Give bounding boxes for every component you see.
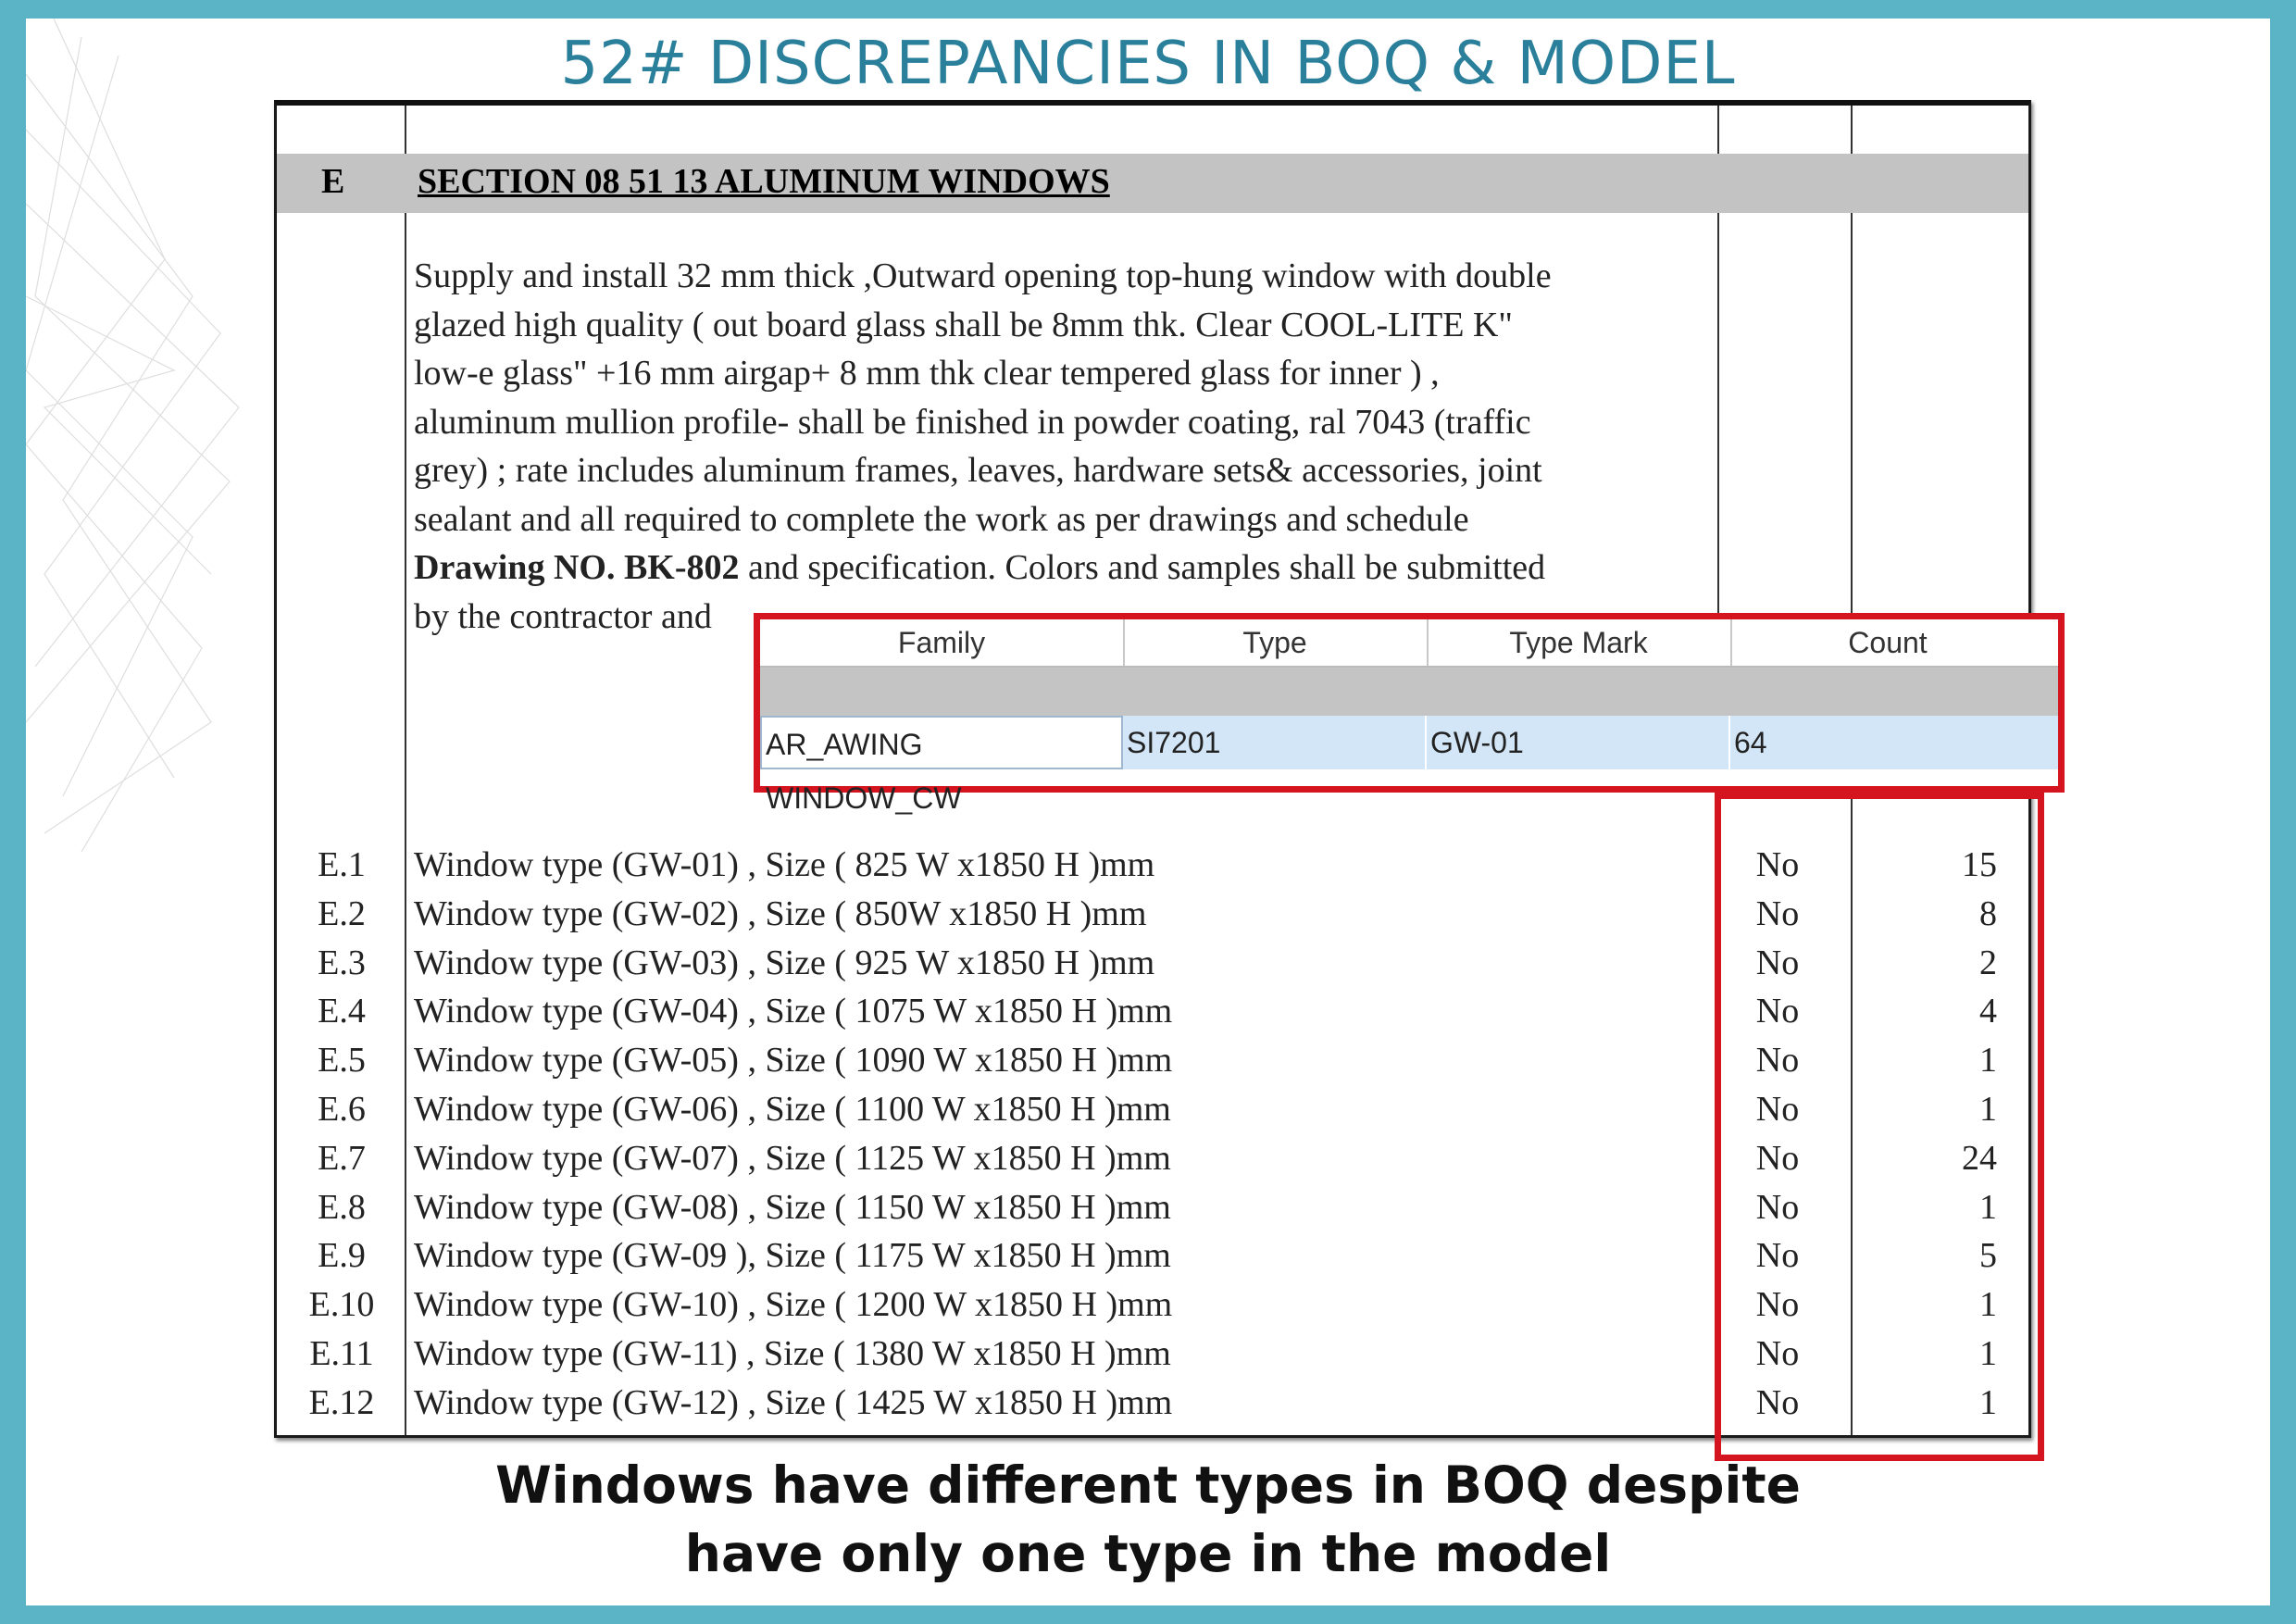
description-line: Supply and install 32 mm thick ,Outward opening top-hung window with double bbox=[414, 256, 1552, 295]
model-schedule-row bbox=[760, 716, 2058, 815]
row-code: E.4 bbox=[318, 992, 366, 1031]
row-code: E.8 bbox=[318, 1187, 366, 1227]
row-unit: No bbox=[1755, 1041, 1800, 1081]
row-code: E.2 bbox=[318, 893, 366, 933]
header-type-mark: Type Mark bbox=[1427, 619, 1732, 666]
section-code: E bbox=[321, 162, 345, 201]
row-unit: No bbox=[1755, 1138, 1800, 1178]
row-quantity: 1 bbox=[1979, 1285, 1997, 1325]
row-quantity: 1 bbox=[1979, 1041, 1997, 1081]
row-unit: No bbox=[1755, 943, 1800, 982]
row-description: Window type (GW-08) , Size ( 1150 W x1850 H )mm bbox=[414, 1187, 1171, 1227]
quantity-highlight bbox=[1715, 793, 2044, 1461]
row-description: Window type (GW-05) , Size ( 1090 W x1850 H )mm bbox=[414, 1041, 1173, 1081]
row-code: E.1 bbox=[318, 845, 366, 884]
caption-line-2: have only one type in the model bbox=[684, 1524, 1612, 1583]
slide-title: 52# DISCREPANCIES IN BOQ & MODEL bbox=[560, 30, 1736, 98]
model-schedule-group-row bbox=[760, 668, 2058, 716]
row-description: Window type (GW-02) , Size ( 850W x1850 H )mm bbox=[414, 893, 1147, 933]
row-unit: No bbox=[1755, 1382, 1800, 1422]
row-unit: No bbox=[1755, 1236, 1800, 1276]
description-line: low-e glass" +16 mm airgap+ 8 mm thk clear tempered glass for inner ) , bbox=[414, 354, 1440, 393]
row-description: Window type (GW-12) , Size ( 1425 W x1850 H )mm bbox=[414, 1382, 1173, 1422]
header-type: Type bbox=[1123, 619, 1429, 666]
row-description: Window type (GW-11) , Size ( 1380 W x1850 H )mm bbox=[414, 1334, 1171, 1373]
description-line bbox=[414, 543, 1673, 593]
row-code: E.12 bbox=[308, 1382, 375, 1422]
header-family: Family bbox=[760, 619, 1125, 666]
row-quantity: 1 bbox=[1979, 1382, 1997, 1422]
description-line: by the contractor and bbox=[414, 596, 712, 636]
row-unit: No bbox=[1755, 1285, 1800, 1325]
row-quantity: 15 bbox=[1962, 845, 1997, 884]
drawing-note: and specification. Colors and samples shall be submitted bbox=[739, 548, 1546, 587]
slide bbox=[26, 19, 2270, 1605]
cell-type[interactable]: SI7201 bbox=[1123, 716, 1427, 769]
row-code: E.9 bbox=[318, 1236, 366, 1276]
row-quantity: 24 bbox=[1962, 1138, 1997, 1178]
row-code: E.10 bbox=[308, 1285, 375, 1325]
header-count: Count bbox=[1848, 626, 1928, 659]
row-description: Window type (GW-01) , Size ( 825 W x1850 H )mm bbox=[414, 845, 1155, 884]
row-unit: No bbox=[1755, 1334, 1800, 1373]
cell-type-mark[interactable]: GW-01 bbox=[1427, 716, 1730, 769]
row-code: E.7 bbox=[318, 1138, 366, 1178]
row-description: Window type (GW-10) , Size ( 1200 W x1850 H )mm bbox=[414, 1285, 1173, 1325]
row-code: E.5 bbox=[318, 1041, 366, 1081]
row-quantity: 1 bbox=[1979, 1187, 1997, 1227]
row-quantity: 2 bbox=[1979, 943, 1997, 982]
row-unit: No bbox=[1755, 845, 1800, 884]
decorative-wireframe bbox=[26, 19, 248, 852]
row-description: Window type (GW-09 ), Size ( 1175 W x1850 H )mm bbox=[414, 1236, 1171, 1276]
row-quantity: 1 bbox=[1979, 1090, 1997, 1129]
row-description: Window type (GW-04) , Size ( 1075 W x1850 H )mm bbox=[414, 992, 1173, 1031]
row-unit: No bbox=[1755, 893, 1800, 933]
row-quantity: 5 bbox=[1979, 1236, 1997, 1276]
description-line: glazed high quality ( out board glass shall be 8mm thk. Clear COOL-LITE K" bbox=[414, 305, 1513, 344]
row-description: Window type (GW-06) , Size ( 1100 W x1850 H )mm bbox=[414, 1090, 1171, 1129]
row-unit: No bbox=[1755, 1090, 1800, 1129]
description-line: grey) ; rate includes aluminum frames, leaves, hardware sets& accessories, joint bbox=[414, 451, 1542, 490]
cell-family[interactable]: AR_AWING WINDOW_CW bbox=[760, 716, 1123, 769]
cell-count[interactable]: 64 bbox=[1734, 726, 1767, 759]
row-quantity: 4 bbox=[1979, 992, 1997, 1031]
row-description: Window type (GW-03) , Size ( 925 W x1850 H )mm bbox=[414, 943, 1155, 982]
row-code: E.6 bbox=[318, 1090, 366, 1129]
row-code: E.11 bbox=[309, 1334, 374, 1373]
drawing-number: Drawing NO. BK-802 bbox=[414, 548, 740, 587]
description-line: sealant and all required to complete the work as per drawings and schedule bbox=[414, 499, 1469, 539]
description-line: aluminum mullion profile- shall be finished in powder coating, ral 7043 (traffic bbox=[414, 402, 1531, 442]
row-code: E.3 bbox=[318, 943, 366, 982]
model-schedule-header bbox=[760, 619, 2058, 668]
row-quantity: 1 bbox=[1979, 1334, 1997, 1373]
section-title: SECTION 08 51 13 ALUMINUM WINDOWS bbox=[418, 162, 1110, 201]
row-description: Window type (GW-07) , Size ( 1125 W x1850 H )mm bbox=[414, 1138, 1171, 1178]
model-schedule-highlight bbox=[754, 613, 2065, 815]
row-quantity: 8 bbox=[1979, 893, 1997, 933]
row-unit: No bbox=[1755, 992, 1800, 1031]
caption-line-1: Windows have different types in BOQ despite bbox=[495, 1455, 1801, 1515]
row-unit: No bbox=[1755, 1187, 1800, 1227]
section-description bbox=[414, 252, 1673, 641]
